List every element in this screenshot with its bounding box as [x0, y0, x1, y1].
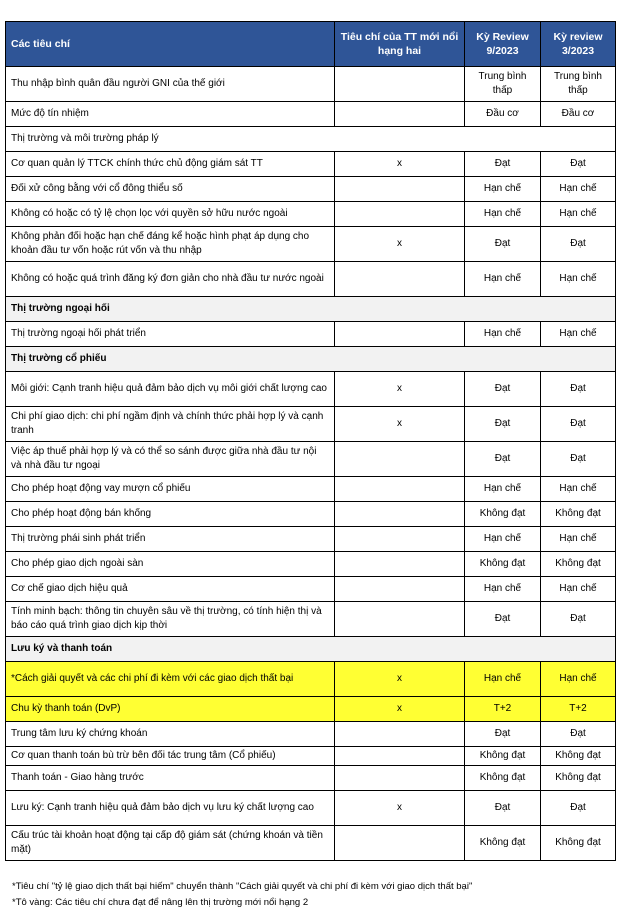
- row-label: Không có hoặc quá trình đăng ký đơn giản cho nhà đầu tư nước ngoài: [6, 262, 335, 297]
- review-9-2023-value: Hạn chế: [465, 662, 541, 697]
- row-label: Cho phép hoạt động bán khống: [6, 502, 335, 527]
- review-9-2023-value: Đạt: [465, 722, 541, 747]
- footnote: *Tiêu chí "tỷ lệ giao dịch thất bại hiếm" chuyển thành "Cách giải quyết và chi phí đi kèm với giao dịch thất bại": [12, 881, 473, 892]
- tier2-mark: [335, 177, 465, 202]
- table-row: [6, 202, 616, 227]
- table-row: [6, 527, 616, 552]
- tier2-mark: [335, 577, 465, 602]
- review-9-2023-value: Không đạt: [465, 747, 541, 766]
- review-3-2023-value: Hạn chế: [541, 202, 616, 227]
- tier2-mark: [335, 602, 465, 637]
- row-label: Cấu trúc tài khoản hoạt động tại cấp độ giám sát (chứng khoán và tiền mặt): [6, 826, 335, 861]
- tier2-mark: [335, 527, 465, 552]
- review-9-2023-value: Đạt: [465, 152, 541, 177]
- section-row: [6, 347, 616, 372]
- review-9-2023-value: Hạn chế: [465, 577, 541, 602]
- review-3-2023-value: Hạn chế: [541, 322, 616, 347]
- review-9-2023-value: Đầu cơ: [465, 102, 541, 127]
- review-9-2023-value: Không đạt: [465, 826, 541, 861]
- review-9-2023-value: Đạt: [465, 372, 541, 407]
- tier2-mark: [335, 766, 465, 791]
- tier2-mark: x: [335, 697, 465, 722]
- table-row: [6, 127, 616, 152]
- criteria-table: [5, 21, 616, 861]
- tier2-mark: [335, 202, 465, 227]
- row-label: Môi giới: Cạnh tranh hiệu quả đảm bảo dịch vụ môi giới chất lượng cao: [6, 372, 335, 407]
- table-row: [6, 407, 616, 442]
- tier2-mark: x: [335, 407, 465, 442]
- row-label: Việc áp thuế phải hợp lý và có thể so sánh được giữa nhà đầu tư nội và nhà đầu tư ngoại: [6, 442, 335, 477]
- row-label: *Cách giải quyết và các chi phí đi kèm với các giao dịch thất bại: [6, 662, 335, 697]
- review-3-2023-value: Trung bình thấp: [541, 67, 616, 102]
- table-row: [6, 152, 616, 177]
- table-row: [6, 477, 616, 502]
- review-3-2023-value: Hạn chế: [541, 662, 616, 697]
- review-3-2023-value: Hạn chế: [541, 477, 616, 502]
- review-9-2023-value: Đạt: [465, 227, 541, 262]
- table-row: [6, 602, 616, 637]
- review-9-2023-value: Đạt: [465, 602, 541, 637]
- review-9-2023-value: Hạn chế: [465, 177, 541, 202]
- table-row: [6, 747, 616, 766]
- review-3-2023-value: Không đạt: [541, 502, 616, 527]
- tier2-mark: [335, 442, 465, 477]
- review-3-2023-value: T+2: [541, 697, 616, 722]
- tier2-mark: x: [335, 227, 465, 262]
- tier2-mark: x: [335, 662, 465, 697]
- section-title: Thị trường ngoại hối: [6, 297, 616, 322]
- review-9-2023-value: T+2: [465, 697, 541, 722]
- row-label: Trung tâm lưu ký chứng khoán: [6, 722, 335, 747]
- table-row: [6, 442, 616, 477]
- tier2-mark: [335, 102, 465, 127]
- table-row: [6, 67, 616, 102]
- review-9-2023-value: Đạt: [465, 407, 541, 442]
- table-row: [6, 722, 616, 747]
- tier2-mark: [335, 747, 465, 766]
- section-row: [6, 637, 616, 662]
- row-label: Đối xử công bằng với cổ đông thiểu số: [6, 177, 335, 202]
- table-row: [6, 662, 616, 697]
- review-3-2023-value: Đạt: [541, 602, 616, 637]
- row-label: Chi phí giao dịch: chi phí ngầm định và chính thức phải hợp lý và cạnh tranh: [6, 407, 335, 442]
- review-3-2023-value: Đạt: [541, 372, 616, 407]
- tier2-mark: [335, 67, 465, 102]
- table-row: [6, 262, 616, 297]
- review-9-2023-value: Không đạt: [465, 502, 541, 527]
- row-label: Cơ quan thanh toán bù trừ bên đối tác trung tâm (Cổ phiếu): [6, 747, 335, 766]
- review-9-2023-value: Đạt: [465, 442, 541, 477]
- tier2-mark: [335, 502, 465, 527]
- table-row: [6, 177, 616, 202]
- review-3-2023-value: Đạt: [541, 227, 616, 262]
- row-label: Mức độ tín nhiệm: [6, 102, 335, 127]
- table-row: [6, 227, 616, 262]
- review-9-2023-value: Hạn chế: [465, 202, 541, 227]
- review-3-2023-value: Đạt: [541, 722, 616, 747]
- review-3-2023-value: Không đạt: [541, 826, 616, 861]
- row-label: Tính minh bạch: thông tin chuyên sâu về thị trường, có tính hiện thị và báo cáo quá trình giao dịch kịp thời: [6, 602, 335, 637]
- review-3-2023-value: Hạn chế: [541, 527, 616, 552]
- row-label: Thị trường phái sinh phát triển: [6, 527, 335, 552]
- header-review-3-2023: Kỳ review 3/2023: [541, 22, 616, 67]
- tier2-mark: x: [335, 152, 465, 177]
- row-label: Thu nhập bình quân đầu người GNI của thế giới: [6, 67, 335, 102]
- review-3-2023-value: Đạt: [541, 407, 616, 442]
- row-label: Không có hoặc có tỷ lệ chọn lọc với quyền sở hữu nước ngoài: [6, 202, 335, 227]
- header-review-9-2023: Kỳ Review 9/2023: [465, 22, 541, 67]
- section-title: Lưu ký và thanh toán: [6, 637, 616, 662]
- table-row: [6, 372, 616, 407]
- row-label: Thanh toán - Giao hàng trước: [6, 766, 335, 791]
- review-3-2023-value: Không đạt: [541, 766, 616, 791]
- row-label: Thị trường ngoại hối phát triển: [6, 322, 335, 347]
- tier2-mark: x: [335, 372, 465, 407]
- tier2-mark: [335, 722, 465, 747]
- row-label: Cơ chế giao dịch hiệu quả: [6, 577, 335, 602]
- section-title: Thị trường cổ phiếu: [6, 347, 616, 372]
- review-3-2023-value: Đầu cơ: [541, 102, 616, 127]
- table-header-row: [6, 22, 616, 67]
- review-9-2023-value: Trung bình thấp: [465, 67, 541, 102]
- row-label: Cho phép hoạt động vay mượn cổ phiếu: [6, 477, 335, 502]
- review-9-2023-value: Hạn chế: [465, 527, 541, 552]
- table-row: [6, 697, 616, 722]
- review-3-2023-value: Hạn chế: [541, 577, 616, 602]
- section-row: [6, 297, 616, 322]
- table-row: [6, 826, 616, 861]
- row-label: Thị trường và môi trường pháp lý: [6, 127, 616, 152]
- review-9-2023-value: Hạn chế: [465, 262, 541, 297]
- review-3-2023-value: Hạn chế: [541, 177, 616, 202]
- review-9-2023-value: Hạn chế: [465, 477, 541, 502]
- table-row: [6, 502, 616, 527]
- table-row: [6, 766, 616, 791]
- tier2-mark: [335, 262, 465, 297]
- table-row: [6, 102, 616, 127]
- tier2-mark: x: [335, 791, 465, 826]
- review-3-2023-value: Đạt: [541, 152, 616, 177]
- table-row: [6, 552, 616, 577]
- review-3-2023-value: Không đạt: [541, 552, 616, 577]
- review-3-2023-value: Hạn chế: [541, 262, 616, 297]
- table-row: [6, 322, 616, 347]
- review-3-2023-value: Đạt: [541, 442, 616, 477]
- row-label: Không phản đối hoặc hạn chế đáng kể hoặc hình phạt áp dụng cho khoản đầu tư vốn hoặc rút vốn và thu nhập: [6, 227, 335, 262]
- header-emerging-tier2: Tiêu chí của TT mới nổi hạng hai: [335, 22, 465, 67]
- review-9-2023-value: Không đạt: [465, 766, 541, 791]
- review-3-2023-value: Không đạt: [541, 747, 616, 766]
- footnote: *Tô vàng: Các tiêu chí chưa đạt để nâng lên thị trường mới nổi hạng 2: [12, 897, 309, 908]
- row-label: Cho phép giao dịch ngoài sàn: [6, 552, 335, 577]
- review-9-2023-value: Không đạt: [465, 552, 541, 577]
- review-9-2023-value: Hạn chế: [465, 322, 541, 347]
- review-3-2023-value: Đạt: [541, 791, 616, 826]
- tier2-mark: [335, 826, 465, 861]
- review-9-2023-value: Đạt: [465, 791, 541, 826]
- row-label: Cơ quan quản lý TTCK chính thức chủ động giám sát TT: [6, 152, 335, 177]
- footnotes: [12, 879, 472, 911]
- table-row: [6, 577, 616, 602]
- tier2-mark: [335, 477, 465, 502]
- row-label: Lưu ký: Cạnh tranh hiệu quả đảm bảo dịch vụ lưu ký chất lượng cao: [6, 791, 335, 826]
- row-label: Chu kỳ thanh toán (DvP): [6, 697, 335, 722]
- table-row: [6, 791, 616, 826]
- tier2-mark: [335, 552, 465, 577]
- header-criteria: Các tiêu chí: [6, 22, 335, 67]
- tier2-mark: [335, 322, 465, 347]
